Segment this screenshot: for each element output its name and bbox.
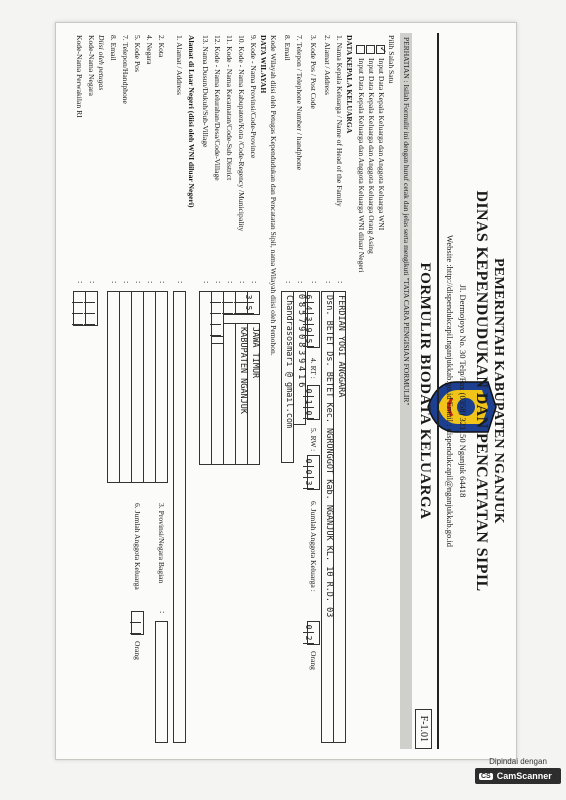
colon: : [158, 281, 167, 284]
checkbox-icon[interactable] [356, 45, 365, 54]
colon: : [214, 281, 223, 284]
instruction-note: PERHATIAN : Isilah Formulir ini dengan huruf cetak dan jelas serta mengikuti "TATA CARA PENGISIAN FORMULIR" [400, 33, 412, 749]
kode-negara-label: Kode-Nama Negara [87, 35, 96, 96]
ln-negara-field[interactable] [143, 291, 156, 483]
kode-perwakilan-label: Kode-Nama Perwakilan RI [75, 35, 84, 118]
gov-line2: DINAS KEPENDUDUKAN DAN PENCATATAN SIPIL [473, 190, 490, 592]
email-label: 8. Email [283, 35, 292, 61]
jumlah-label: 6. Jumlah Anggota Keluarga : [309, 501, 318, 592]
digit-cell: 4 [303, 303, 314, 314]
digit-cell: 0 [303, 386, 314, 397]
form-title: FORMULIR BIODATA KELUARGA [417, 262, 433, 520]
email-value: Chandrasosmari @ gmail.com [284, 295, 294, 429]
alamat-label: 2. Alamat / Address [323, 35, 332, 95]
name-value: FERDIAN YOGI ANGGARA [336, 295, 346, 398]
kode-negara-field[interactable] [85, 291, 98, 326]
colon: : [284, 281, 293, 284]
pilih-label: Pilih Salah Satu [387, 35, 396, 84]
cs-logo-icon: CS [481, 772, 491, 780]
kab-code-field[interactable] [235, 291, 248, 315]
camscanner-watermark [475, 757, 561, 791]
ln-jumlah-label: 6. Jumlah Anggota Keluarga [133, 503, 142, 590]
ln-kota-field[interactable] [155, 291, 168, 483]
digit-cell: 5 [243, 303, 254, 314]
kec-label: 11. Kode - Nama Kecamatan/Code-Sub District [225, 35, 234, 181]
header-rule [437, 33, 439, 749]
address-line: Jl. Dermojoyo No. 30 Telp/Fax (0358) 321150 Nganjuk 64418 [458, 284, 468, 498]
rt-label: 4. RT : [309, 358, 318, 379]
rw-field[interactable] [304, 455, 320, 490]
colon: : [88, 281, 97, 284]
prov-name: JAWA TIMUR [250, 327, 260, 379]
colon: : [238, 281, 247, 284]
kodepos-label: 3. Kode Pos / Post Code [309, 35, 318, 109]
ln-kodepos-label: 5. Kode Pos [133, 35, 142, 72]
kec-name-field[interactable] [223, 323, 236, 465]
colon: : [158, 611, 167, 614]
digit-cell: 5 [303, 336, 314, 347]
colon: : [134, 281, 143, 284]
ln-alamat-label: 1. Alamat / Address [175, 35, 184, 95]
colon: : [310, 281, 319, 284]
digit-cell: 9 [303, 325, 314, 336]
dusun-label: 13. Nama Dusun/Dukuh/Sub-Village [201, 35, 210, 148]
desa-label: 12. Kode - Nama Kelurahan/Desa/Code-Village [213, 35, 222, 181]
digit-cell [130, 612, 141, 623]
digit-cell: 0 [303, 467, 314, 478]
digit-cell [72, 292, 83, 303]
digit-cell: 2 [303, 633, 314, 644]
ln-orang-label: Orang [133, 641, 142, 660]
colon: : [226, 281, 235, 284]
ln-telp-label: 7. Telepon/Handphone [121, 35, 130, 104]
kec-code-field[interactable] [223, 291, 236, 315]
digit-cell: 3 [303, 314, 314, 325]
camscanner-label: CamScanner [496, 771, 552, 781]
name-label: 1. Nama Kepala Keluarga / Name of Head of the Family [335, 35, 344, 207]
prov-label: 9. Kode - Nama Provinsi/Code-Province [249, 35, 258, 159]
jumlah-field[interactable] [304, 621, 320, 645]
ln-kota-label: 2. Kota [157, 35, 166, 58]
rt-field[interactable] [304, 385, 320, 420]
telp-value: 085790839416 [296, 294, 306, 391]
colon: : [146, 281, 155, 284]
digit-cell: 0 [303, 622, 314, 633]
digit-cell [130, 623, 141, 634]
digit-cell: 3 [243, 292, 254, 303]
desa-code-field[interactable] [211, 291, 224, 337]
option-wni[interactable] [376, 45, 386, 230]
kode-perwakilan-field[interactable] [73, 291, 86, 326]
ln-prov-label: 3. Provinsi/Negara Bagian [157, 503, 166, 584]
digit-cell: 0 [303, 408, 314, 419]
orang-label: Orang [309, 651, 318, 670]
option-asing[interactable] [366, 45, 376, 254]
digit-cell [72, 314, 83, 325]
dusun-field[interactable] [199, 291, 212, 465]
kode-wilayah-note: Kode Wilayah diisi oleh Petugas Kependudukan dan Pencatatan Sipil, nama Wilayah diisi oleh Pemohon. [269, 35, 278, 356]
colon: : [202, 281, 211, 284]
rotated-form [56, 23, 516, 759]
option-label: Input Data Kepala Keluarga dan Anggota Keluarga Orang Asing [367, 58, 376, 254]
colon: : [250, 281, 259, 284]
ln-telp-field[interactable] [119, 291, 132, 483]
prov-code-field[interactable] [244, 291, 260, 315]
kodepos-field[interactable] [304, 291, 320, 348]
form-code: F-1.01 [415, 709, 432, 749]
form-sheet [55, 22, 517, 760]
option-label: Input Data Kepala Keluarga dan Anggota Keluarga WNI diluar Negeri [357, 58, 366, 273]
colon: : [336, 281, 345, 284]
kab-label: 10. Kode - Nama Kabupaten/Kota /Code-Regency /Municipality [237, 35, 246, 232]
section-wilayah: DATA WILAYAH [259, 35, 268, 94]
desa-name-field[interactable] [211, 343, 224, 465]
colon: : [296, 281, 305, 284]
digit-cell: 0 [303, 456, 314, 467]
alamat-value: Dsn. BETET Ds. BETET Kec. NGRONGGOT Kab. NGANJUK KL. 10 R.D. 03 [324, 295, 334, 618]
digit-cell: 1 [303, 397, 314, 408]
option-ln[interactable] [356, 45, 366, 272]
option-label: Input Data Kepala Keluarga dan Anggota Keluarga WNI [377, 58, 386, 231]
rw-label: 5. RW : [309, 428, 318, 452]
colon: : [122, 281, 131, 284]
colon: : [176, 281, 185, 284]
telp-label: 7. Telepon / Telephone Number / handphone [295, 35, 304, 171]
colon: : [76, 281, 85, 284]
gov-line1: PEMERINTAH KABUPATEN NGANJUK [491, 258, 506, 524]
colon: : [110, 281, 119, 284]
section-kk: DATA KEPALA KELUARGA [345, 35, 354, 134]
checkbox-checked-icon[interactable] [376, 45, 385, 54]
website-line: Website :http://dispendukcapil.nganjukkab.go.id Email : dispendukcapil@nganjukkab.go.id [445, 235, 455, 547]
digit-cell: 3 [303, 478, 314, 489]
digit-cell [72, 303, 83, 314]
ln-email-label: 8. Email [109, 35, 118, 61]
camscanner-badge [475, 768, 561, 784]
checkbox-icon[interactable] [366, 45, 375, 54]
kab-name: KABUPATEN NGANJUK [238, 327, 248, 414]
petugas-label: Diisi oleh petugas [97, 35, 106, 91]
ln-jumlah-field[interactable] [131, 611, 144, 635]
scan-caption: Dipindai dengan [489, 757, 547, 766]
digit-cell: 6 [303, 292, 314, 303]
ln-kodepos-field[interactable] [131, 291, 144, 483]
colon: : [324, 281, 333, 284]
ln-alamat-field[interactable] [173, 291, 186, 743]
ln-email-field[interactable] [107, 291, 120, 483]
section-ln: Alamat di Luar Negeri (diisi oleh WNI diluar Negeri) [187, 35, 196, 208]
ln-negara-label: 4. Negara [145, 35, 154, 65]
ln-prov-field[interactable] [155, 621, 168, 743]
